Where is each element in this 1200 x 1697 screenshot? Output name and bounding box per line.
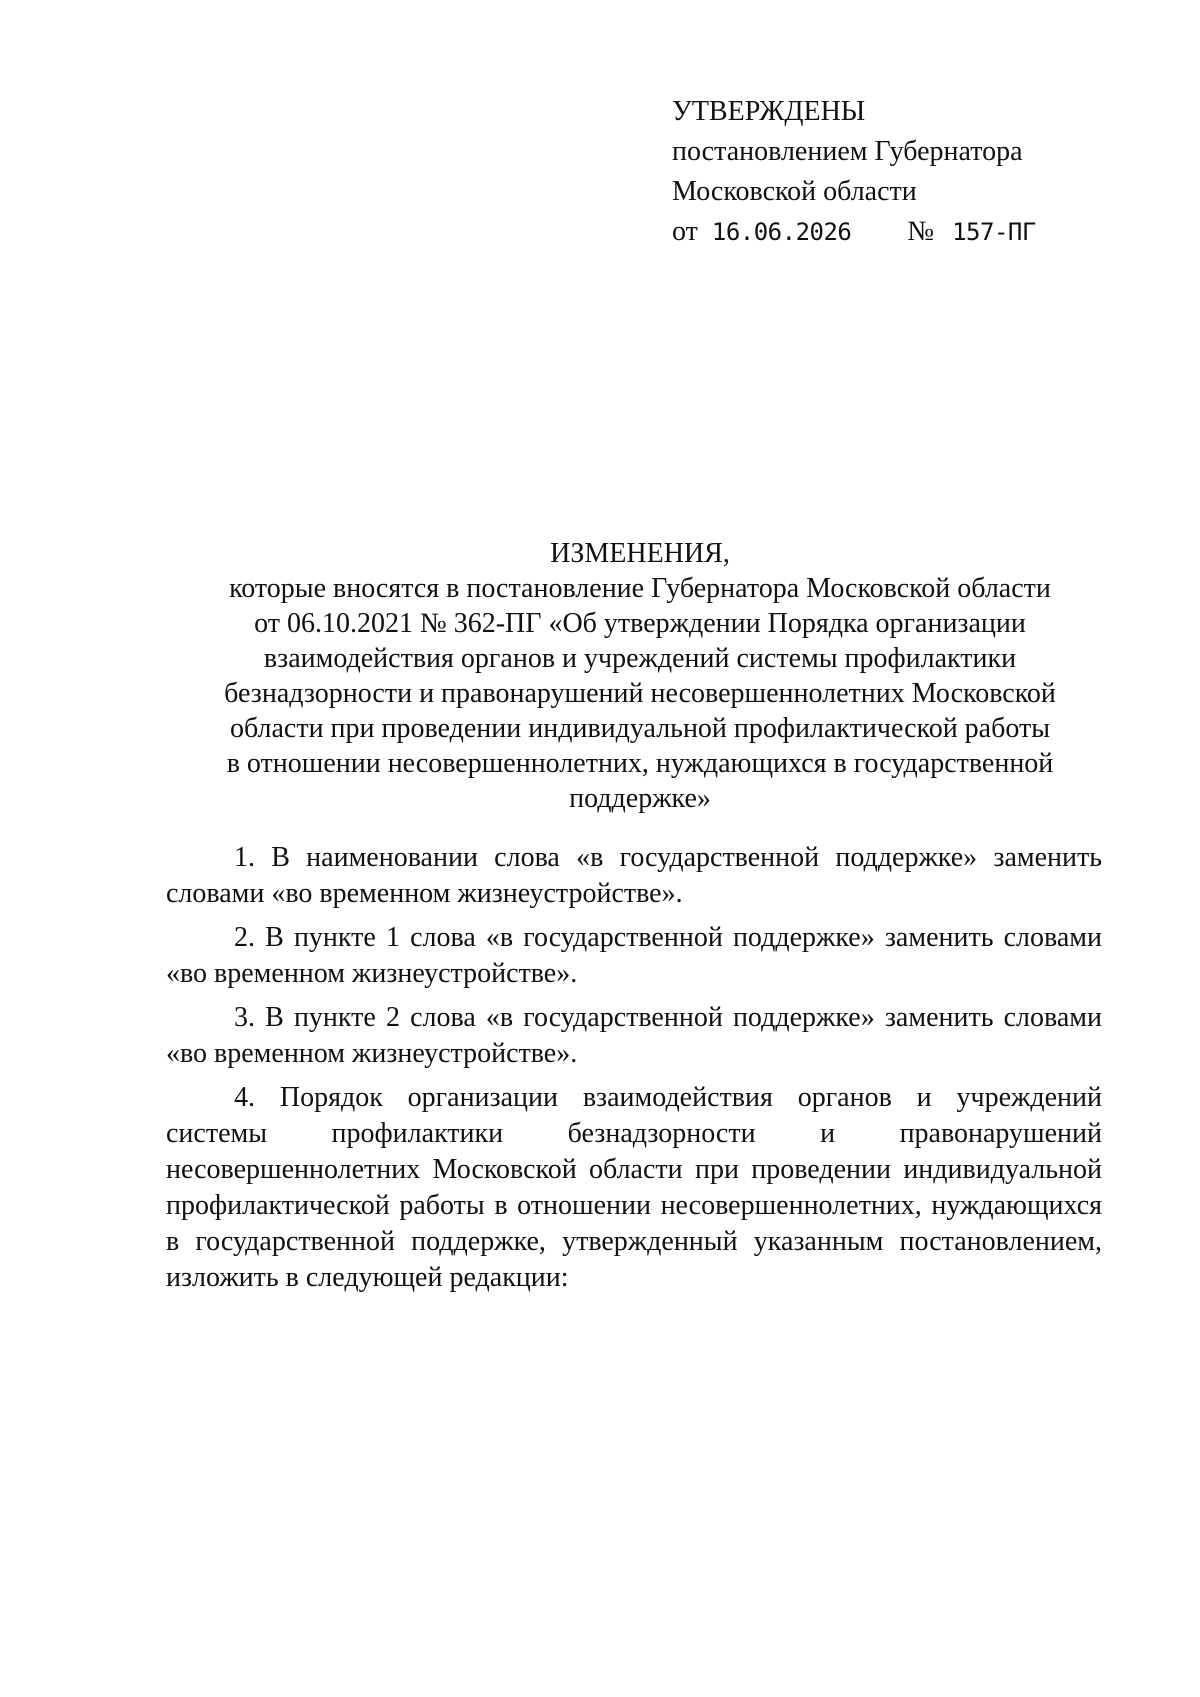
heading-line: безнадзорности и правонарушений несовершеннолетних Московской [224,678,1056,709]
changes-heading [180,536,1100,816]
heading-line: которые вносятся в постановление Губернатора Московской области [229,573,1051,604]
approval-block [672,92,1092,252]
heading-line: поддержке» [569,783,711,814]
paragraph-3: 3. В пункте 2 слова «в государственной поддержке» заменить словами «во временном жизнеустройстве». [166,1002,1102,1069]
document-body [166,840,1102,1296]
paragraph-1: 1. В наименовании слова «в государственной поддержке» заменить словами «во временном жизнеустройстве». [166,842,1102,909]
approval-authority: постановлением Губернатора [672,136,1023,167]
heading-line: взаимодействия органов и учреждений системы профилактики [263,643,1017,674]
paragraph-4-line: несовершеннолетних Московской области при проведении индивидуальной [166,1154,1102,1185]
paragraph-4-line: 4. Порядок организации взаимодействия органов и учреждений [234,1082,1102,1113]
paragraph-4-last-line: изложить в следующей редакции: [166,1262,569,1293]
paragraph-2: 2. В пункте 1 слова «в государственной поддержке» заменить словами «во временном жизнеустройстве». [166,922,1102,989]
heading-line: области при проведении индивидуальной профилактической работы [229,713,1051,744]
heading-line: в отношении несовершеннолетних, нуждающихся в государственной [226,748,1054,779]
number-sign: № [907,216,935,247]
paragraph-4-line: системы профилактики безнадзорности и правонарушений [166,1118,1102,1149]
approval-region: Московской области [672,176,917,207]
approval-date-line [672,212,1092,252]
date-prefix: от [672,216,698,247]
paragraph-4 [166,1080,1102,1296]
heading-title: ИЗМЕНЕНИЯ, [550,538,730,569]
paragraph-4-line: профилактической работы в отношении несовершеннолетних, нуждающихся [166,1190,1102,1221]
decree-date: 16.06.2026 [711,218,852,246]
decree-number: 157-ПГ [952,218,1036,246]
heading-line: от 06.10.2021 № 362-ПГ «Об утверждении Порядка организации [254,608,1026,639]
approval-title: УТВЕРЖДЕНЫ [672,96,866,127]
paragraph-4-line: в государственной поддержке, утвержденный указанным постановлением, [166,1226,1102,1257]
